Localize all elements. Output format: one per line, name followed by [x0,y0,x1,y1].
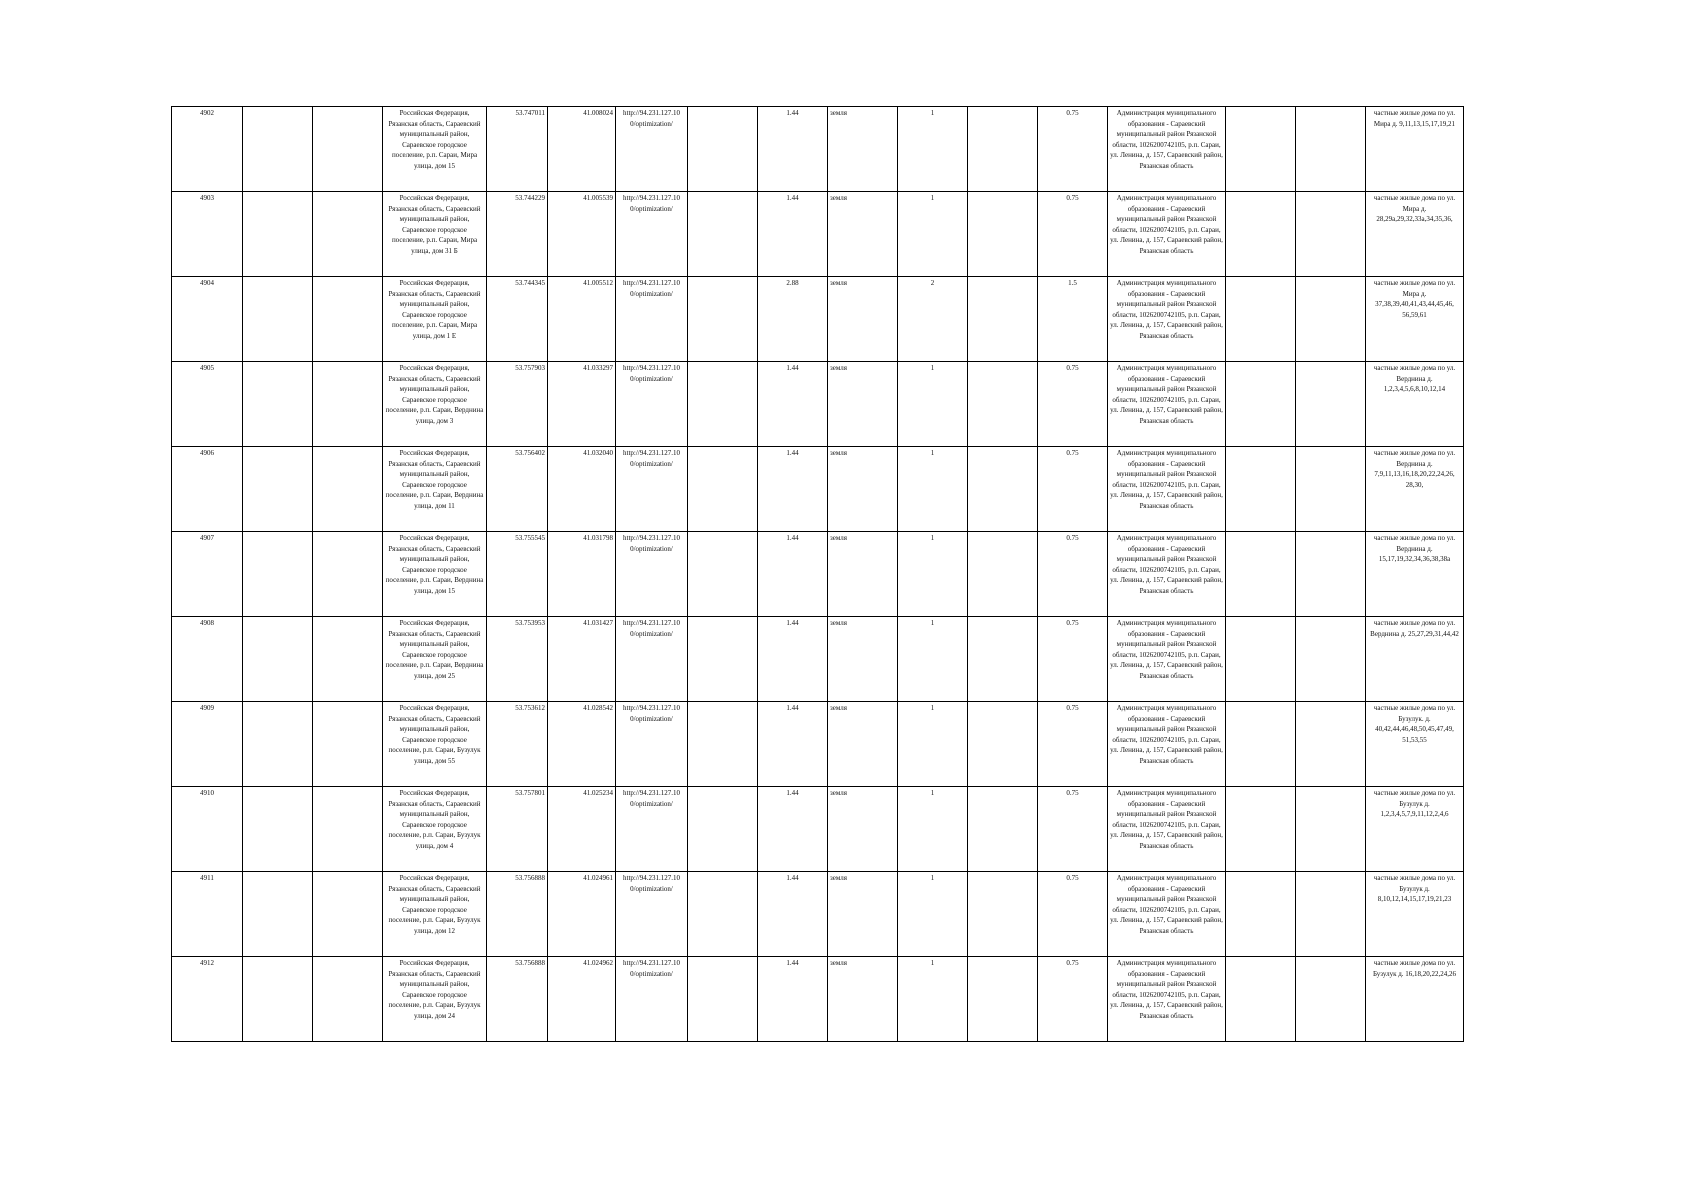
empty-cell [1226,532,1296,617]
empty-cell [688,277,758,362]
owner-info: Администрация муниципального образования - Сараевский муниципальный район Рязанской области, 1026200742105, р.п. Сараи, ул. Ленина, д. 157, Сараевский район, Рязанская область [1108,702,1226,787]
site-address: Российская Федерация, Рязанская область, Сараевский муниципальный район, Сараевское городское поселение, р.п. Сараи, Бузулук улица, дом 55 [383,702,487,787]
empty-cell [968,277,1038,362]
container-volume: 0.75 [1038,787,1108,872]
site-address: Российская Федерация, Рязанская область, Сараевский муниципальный район, Сараевское городское поселение, р.п. Сараи, Бузулук улица, дом 4 [383,787,487,872]
registry-rows [172,107,1464,1042]
empty-cell [688,532,758,617]
empty-cell [1226,702,1296,787]
empty-cell [688,192,758,277]
latitude: 53.757903 [487,362,548,447]
empty-cell [1226,872,1296,957]
table-row [172,702,1464,787]
container-count: 1 [898,872,968,957]
served-objects: частные жилые дома по ул. Верднина д. 25,27,29,31,44,42 [1366,617,1464,702]
owner-info: Администрация муниципального образования - Сараевский муниципальный район Рязанской области, 1026200742105, р.п. Сараи, ул. Ленина, д. 157, Сараевский район, Рязанская область [1108,957,1226,1042]
table-row [172,532,1464,617]
site-address: Российская Федерация, Рязанская область, Сараевский муниципальный район, Сараевское городское поселение, р.п. Сараи, Мира улица, дом 31 Б [383,192,487,277]
empty-cell [1226,957,1296,1042]
source-url: http://94.231.127.10 0/optimization/ [616,532,688,617]
record-number: 4905 [172,362,243,447]
served-objects: частные жилые дома по ул. Верднина д. 7,9,11,13,16,18,20,22,24,26, 28,30, [1366,447,1464,532]
surface-type: земля [828,532,898,617]
empty-cell [1296,957,1366,1042]
longitude: 41.031427 [548,617,616,702]
empty-cell [243,277,313,362]
source-url: http://94.231.127.10 0/optimization/ [616,362,688,447]
container-volume: 0.75 [1038,192,1108,277]
record-number: 4907 [172,532,243,617]
empty-cell [243,617,313,702]
latitude: 53.756888 [487,872,548,957]
table-row [172,107,1464,192]
container-count: 2 [898,277,968,362]
source-url: http://94.231.127.10 0/optimization/ [616,617,688,702]
container-volume: 1.5 [1038,277,1108,362]
owner-info: Администрация муниципального образования - Сараевский муниципальный район Рязанской области, 1026200742105, р.п. Сараи, ул. Ленина, д. 157, Сараевский район, Рязанская область [1108,107,1226,192]
empty-cell [313,192,383,277]
source-url: http://94.231.127.10 0/optimization/ [616,872,688,957]
empty-cell [313,532,383,617]
empty-cell [1296,787,1366,872]
empty-cell [313,702,383,787]
area-value: 1.44 [758,107,828,192]
table-row [172,872,1464,957]
record-number: 4912 [172,957,243,1042]
area-value: 1.44 [758,447,828,532]
empty-cell [313,787,383,872]
empty-cell [313,107,383,192]
empty-cell [968,362,1038,447]
container-count: 1 [898,702,968,787]
latitude: 53.756402 [487,447,548,532]
container-volume: 0.75 [1038,362,1108,447]
table-row [172,362,1464,447]
surface-type: земля [828,957,898,1042]
empty-cell [688,617,758,702]
empty-cell [968,872,1038,957]
empty-cell [968,107,1038,192]
empty-cell [1226,192,1296,277]
latitude: 53.756888 [487,957,548,1042]
table-row [172,617,1464,702]
container-volume: 0.75 [1038,617,1108,702]
empty-cell [1296,277,1366,362]
longitude: 41.028542 [548,702,616,787]
empty-cell [1296,702,1366,787]
container-count: 1 [898,362,968,447]
latitude: 53.757801 [487,787,548,872]
longitude: 41.033297 [548,362,616,447]
served-objects: частные жилые дома по ул. Верднина д. 15,17,19,32,34,36,38,38а [1366,532,1464,617]
empty-cell [1226,447,1296,532]
served-objects: частные жилые дома по ул. Бузулук д. 8,10,12,14,15,17,19,21,23 [1366,872,1464,957]
source-url: http://94.231.127.10 0/optimization/ [616,447,688,532]
table-row [172,787,1464,872]
area-value: 1.44 [758,957,828,1042]
empty-cell [1296,362,1366,447]
longitude: 41.008024 [548,107,616,192]
empty-cell [968,532,1038,617]
source-url: http://94.231.127.10 0/optimization/ [616,957,688,1042]
served-objects: частные жилые дома по ул. Бузулук д. 1,2,3,4,5,7,9,11,12,2,4,6 [1366,787,1464,872]
empty-cell [1296,617,1366,702]
site-address: Российская Федерация, Рязанская область, Сараевский муниципальный район, Сараевское городское поселение, р.п. Сараи, Мира улица, дом 15 [383,107,487,192]
empty-cell [313,617,383,702]
empty-cell [243,872,313,957]
container-count: 1 [898,617,968,702]
area-value: 1.44 [758,872,828,957]
served-objects: частные жилые дома по ул. Верднина д. 1,2,3,4,5,6,8,10,12,14 [1366,362,1464,447]
empty-cell [1296,872,1366,957]
owner-info: Администрация муниципального образования - Сараевский муниципальный район Рязанской области, 1026200742105, р.п. Сараи, ул. Ленина, д. 157, Сараевский район, Рязанская область [1108,787,1226,872]
empty-cell [688,702,758,787]
served-objects: частные жилые дома по ул. Мира д. 28,29а,29,32,33а,34,35,36, [1366,192,1464,277]
empty-cell [313,872,383,957]
container-count: 1 [898,957,968,1042]
empty-cell [688,787,758,872]
empty-cell [1296,532,1366,617]
site-address: Российская Федерация, Рязанская область, Сараевский муниципальный район, Сараевское городское поселение, р.п. Сараи, Верднина улица, дом 15 [383,532,487,617]
longitude: 41.031798 [548,532,616,617]
surface-type: земля [828,617,898,702]
empty-cell [313,277,383,362]
surface-type: земля [828,192,898,277]
empty-cell [688,957,758,1042]
latitude: 53.753612 [487,702,548,787]
container-volume: 0.75 [1038,447,1108,532]
empty-cell [313,447,383,532]
empty-cell [243,787,313,872]
longitude: 41.025234 [548,787,616,872]
empty-cell [1226,617,1296,702]
surface-type: земля [828,107,898,192]
table-row [172,447,1464,532]
source-url: http://94.231.127.10 0/optimization/ [616,787,688,872]
surface-type: земля [828,362,898,447]
source-url: http://94.231.127.10 0/optimization/ [616,192,688,277]
empty-cell [968,957,1038,1042]
longitude: 41.005539 [548,192,616,277]
owner-info: Администрация муниципального образования - Сараевский муниципальный район Рязанской области, 1026200742105, р.п. Сараи, ул. Ленина, д. 157, Сараевский район, Рязанская область [1108,872,1226,957]
area-value: 1.44 [758,532,828,617]
area-value: 1.44 [758,192,828,277]
empty-cell [1226,362,1296,447]
empty-cell [313,957,383,1042]
record-number: 4903 [172,192,243,277]
owner-info: Администрация муниципального образования - Сараевский муниципальный район Рязанской области, 1026200742105, р.п. Сараи, ул. Ленина, д. 157, Сараевский район, Рязанская область [1108,532,1226,617]
table-row [172,957,1464,1042]
registry-sheet [171,106,1464,1042]
served-objects: частные жилые дома по ул. Бузулук. д. 40,42,44,46,48,50,45,47,49, 51,53,55 [1366,702,1464,787]
surface-type: земля [828,702,898,787]
surface-type: земля [828,277,898,362]
container-volume: 0.75 [1038,702,1108,787]
empty-cell [243,702,313,787]
container-volume: 0.75 [1038,532,1108,617]
container-volume: 0.75 [1038,107,1108,192]
latitude: 53.753953 [487,617,548,702]
site-address: Российская Федерация, Рязанская область, Сараевский муниципальный район, Сараевское городское поселение, р.п. Сараи, Бузулук улица, дом 12 [383,872,487,957]
site-address: Российская Федерация, Рязанская область, Сараевский муниципальный район, Сараевское городское поселение, р.п. Сараи, Верднина улица, дом 25 [383,617,487,702]
area-value: 2.88 [758,277,828,362]
site-address: Российская Федерация, Рязанская область, Сараевский муниципальный район, Сараевское городское поселение, р.п. Сараи, Мира улица, дом 1 Е [383,277,487,362]
surface-type: земля [828,447,898,532]
table-row [172,192,1464,277]
area-value: 1.44 [758,787,828,872]
registry-table [171,106,1464,1042]
container-count: 1 [898,107,968,192]
owner-info: Администрация муниципального образования - Сараевский муниципальный район Рязанской области, 1026200742105, р.п. Сараи, ул. Ленина, д. 157, Сараевский район, Рязанская область [1108,277,1226,362]
latitude: 53.747011 [487,107,548,192]
longitude: 41.032040 [548,447,616,532]
empty-cell [688,362,758,447]
empty-cell [243,362,313,447]
empty-cell [243,957,313,1042]
empty-cell [688,872,758,957]
empty-cell [968,447,1038,532]
site-address: Российская Федерация, Рязанская область, Сараевский муниципальный район, Сараевское городское поселение, р.п. Сараи, Верднина улица, дом 3 [383,362,487,447]
record-number: 4908 [172,617,243,702]
empty-cell [1296,447,1366,532]
empty-cell [243,447,313,532]
container-count: 1 [898,192,968,277]
container-count: 1 [898,532,968,617]
served-objects: частные жилые дома по ул. Мира д. 37,38,39,40,41,43,44,45,46, 56,59,61 [1366,277,1464,362]
empty-cell [1226,107,1296,192]
table-row [172,277,1464,362]
empty-cell [243,107,313,192]
area-value: 1.44 [758,702,828,787]
container-count: 1 [898,787,968,872]
latitude: 53.755545 [487,532,548,617]
owner-info: Администрация муниципального образования - Сараевский муниципальный район Рязанской области, 1026200742105, р.п. Сараи, ул. Ленина, д. 157, Сараевский район, Рязанская область [1108,362,1226,447]
latitude: 53.744229 [487,192,548,277]
owner-info: Администрация муниципального образования - Сараевский муниципальный район Рязанской области, 1026200742105, р.п. Сараи, ул. Ленина, д. 157, Сараевский район, Рязанская область [1108,192,1226,277]
area-value: 1.44 [758,617,828,702]
empty-cell [1226,277,1296,362]
owner-info: Администрация муниципального образования - Сараевский муниципальный район Рязанской области, 1026200742105, р.п. Сараи, ул. Ленина, д. 157, Сараевский район, Рязанская область [1108,447,1226,532]
empty-cell [1296,107,1366,192]
empty-cell [1296,192,1366,277]
owner-info: Администрация муниципального образования - Сараевский муниципальный район Рязанской области, 1026200742105, р.п. Сараи, ул. Ленина, д. 157, Сараевский район, Рязанская область [1108,617,1226,702]
longitude: 41.024962 [548,957,616,1042]
source-url: http://94.231.127.10 0/optimization/ [616,107,688,192]
surface-type: земля [828,787,898,872]
empty-cell [313,362,383,447]
record-number: 4911 [172,872,243,957]
longitude: 41.005512 [548,277,616,362]
container-volume: 0.75 [1038,872,1108,957]
empty-cell [968,787,1038,872]
record-number: 4909 [172,702,243,787]
empty-cell [243,532,313,617]
empty-cell [968,192,1038,277]
empty-cell [243,192,313,277]
served-objects: частные жилые дома по ул. Мира д. 9,11,13,15,17,19,21 [1366,107,1464,192]
container-count: 1 [898,447,968,532]
site-address: Российская Федерация, Рязанская область, Сараевский муниципальный район, Сараевское городское поселение, р.п. Сараи, Верднина улица, дом 11 [383,447,487,532]
container-volume: 0.75 [1038,957,1108,1042]
empty-cell [1226,787,1296,872]
record-number: 4902 [172,107,243,192]
served-objects: частные жилые дома по ул. Бузулук д. 16,18,20,22,24,26 [1366,957,1464,1042]
record-number: 4906 [172,447,243,532]
record-number: 4904 [172,277,243,362]
area-value: 1.44 [758,362,828,447]
longitude: 41.024961 [548,872,616,957]
surface-type: земля [828,872,898,957]
source-url: http://94.231.127.10 0/optimization/ [616,702,688,787]
empty-cell [688,447,758,532]
latitude: 53.744345 [487,277,548,362]
empty-cell [968,617,1038,702]
record-number: 4910 [172,787,243,872]
site-address: Российская Федерация, Рязанская область, Сараевский муниципальный район, Сараевское городское поселение, р.п. Сараи, Бузулук улица, дом 24 [383,957,487,1042]
source-url: http://94.231.127.10 0/optimization/ [616,277,688,362]
empty-cell [688,107,758,192]
empty-cell [968,702,1038,787]
